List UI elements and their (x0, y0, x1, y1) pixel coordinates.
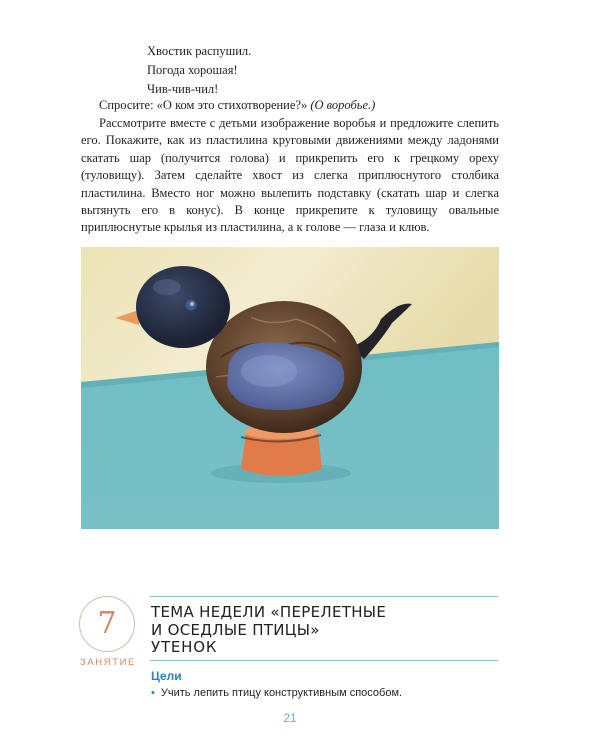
lesson-topic: УТЕНОК (151, 638, 218, 656)
section-rule-top (150, 596, 498, 597)
week-theme-line: И ОСЕДЛЫЕ ПТИЦЫ» (151, 621, 320, 639)
instructions-text: Рассмотрите вместе с детьми изображение воробья и предложите слепить его. Покажите, как из пластилина круговыми движениями между ладонями скатать шар (получится голова) и прикрепить его к грецкому ореху (туловищу). Затем сделайте хвост из слегка приплюснутого столбика пластилина. Вместо ног можно вылепить подставку (скатать шар и слегка вытянуть его в конус). В конце прикрепите к туловищу овальные приплюснутые крылья из пластилина, а к голове — глаза и клюв. (81, 116, 499, 235)
question-paragraph (81, 97, 499, 114)
lesson-number: 7 (97, 606, 117, 641)
section-rule-bottom (150, 660, 498, 661)
week-theme-line: ТЕМА НЕДЕЛИ «ПЕРЕЛЕТНЫЕ (151, 603, 387, 621)
page-number: 21 (283, 711, 297, 725)
week-theme-title (151, 603, 386, 639)
sparrow-photo (81, 247, 499, 529)
poem (147, 42, 251, 99)
bullet-icon: • (151, 687, 155, 699)
goal-item (151, 687, 402, 699)
poem-line: Погода хорошая! (147, 63, 238, 77)
question-text: Спросите: «О ком это стихотворение?» (99, 98, 308, 112)
goals-heading: Цели (151, 669, 182, 683)
lesson-label: ЗАНЯТИЕ (80, 657, 136, 668)
question-answer: (О воробье.) (310, 98, 376, 112)
poem-line: Хвостик распушил. (147, 44, 252, 58)
instructions-paragraph (81, 115, 499, 237)
lesson-number-badge (79, 596, 135, 652)
poem-line: Чив-чив-чил! (147, 82, 219, 96)
goal-text: Учить лепить птицу конструктивным способом. (160, 687, 403, 699)
sparrow-illustration (81, 247, 499, 529)
